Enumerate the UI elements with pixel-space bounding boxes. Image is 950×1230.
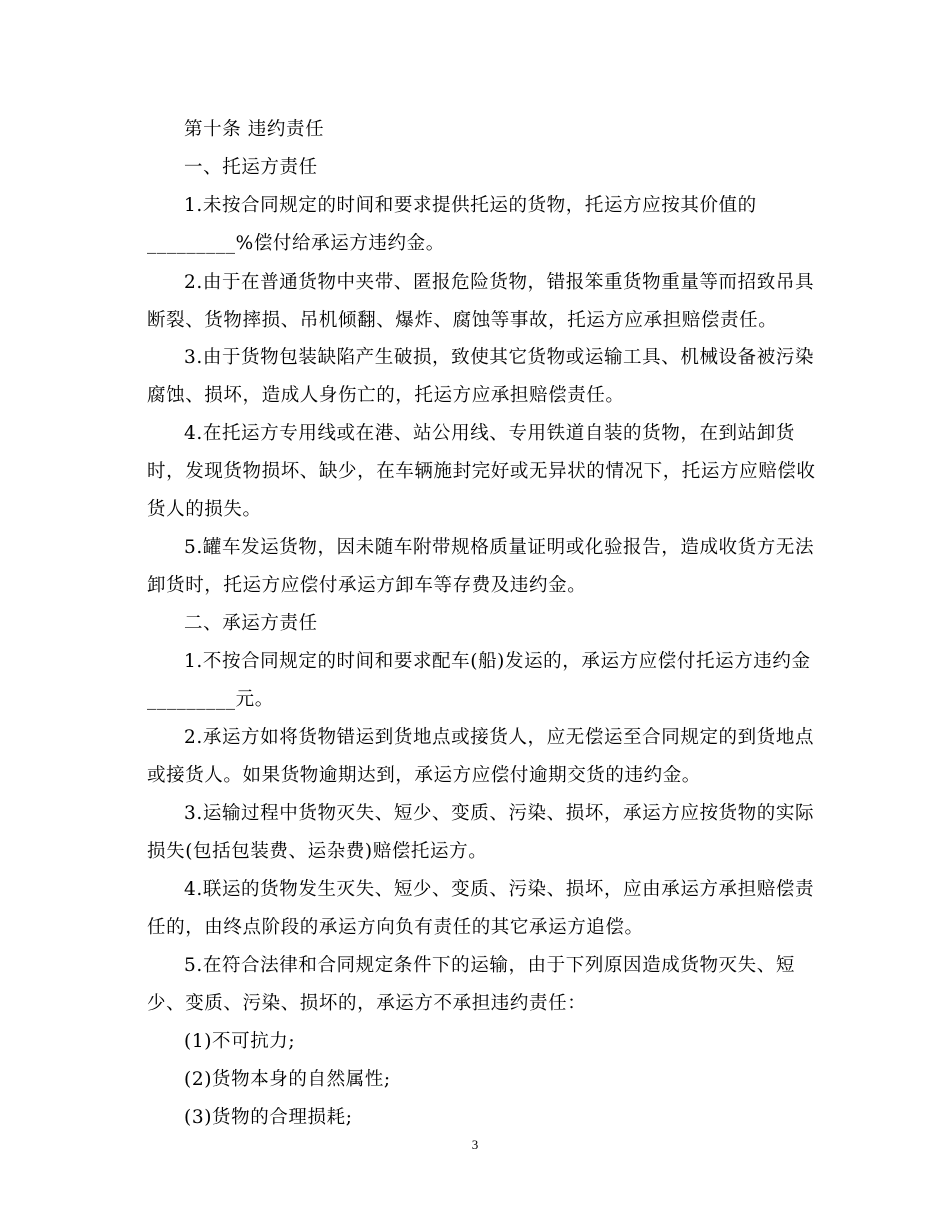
- list-item: (3)货物的合理损耗;: [184, 1107, 353, 1128]
- paragraph-line: 或接货人。如果货物逾期达到，承运方应偿付逾期交货的违约金。: [147, 765, 701, 786]
- section-heading-carrier: 二、承运方责任: [184, 613, 318, 634]
- paragraph-line: 货人的损失。: [147, 499, 262, 520]
- list-item: (2)货物本身的自然属性;: [184, 1069, 391, 1090]
- section-heading-shipper: 一、托运方责任: [184, 157, 318, 178]
- paragraph-line: 3.运输过程中货物灭失、短少、变质、污染、损坏，承运方应按货物的实际: [184, 803, 815, 824]
- list-item: (1)不可抗力;: [184, 1031, 296, 1052]
- paragraph-line: 任的，由终点阶段的承运方向负有责任的其它承运方追偿。: [147, 917, 644, 938]
- paragraph-line: 1.未按合同规定的时间和要求提供托运的货物，托运方应按其价值的: [184, 195, 757, 216]
- paragraph-line: 2.由于在普通货物中夹带、匿报危险货物，错报笨重货物重量等而招致吊具: [184, 272, 815, 293]
- paragraph-line: 腐蚀、损坏，造成人身伤亡的，托运方应承担赔偿责任。: [147, 385, 625, 406]
- paragraph-line: 5.在符合法律和合同规定条件下的运输，由于下列原因造成货物灭失、短: [184, 955, 795, 976]
- page-number: 3: [471, 1137, 479, 1152]
- paragraph-line: 4.联运的货物发生灭失、短少、变质、污染、损坏，应由承运方承担赔偿责: [184, 879, 815, 900]
- paragraph-line: 损失(包括包装费、运杂费)赔偿托运方。: [147, 841, 488, 862]
- paragraph-line: 1.不按合同规定的时间和要求配车(船)发运的，承运方应偿付托运方违约金: [184, 651, 811, 672]
- paragraph-line: 断裂、货物摔损、吊机倾翻、爆炸、腐蚀等事故，托运方应承担赔偿责任。: [147, 310, 778, 331]
- paragraph-line: 卸货时，托运方应偿付承运方卸车等存费及违约金。: [147, 575, 587, 596]
- paragraph-line: 3.由于货物包装缺陷产生破损，致使其它货物或运输工具、机械设备被污染: [184, 347, 815, 368]
- paragraph-line: 5.罐车发运货物，因未随车附带规格质量证明或化验报告，造成收货方无法: [184, 537, 815, 558]
- paragraph-line: _________%偿付给承运方违约金。: [147, 233, 445, 254]
- article-title: 第十条 违约责任: [184, 119, 325, 140]
- paragraph-line: 4.在托运方专用线或在港、站公用线、专用铁道自装的货物，在到站卸货: [184, 423, 795, 444]
- paragraph-line: _________元。: [147, 689, 274, 710]
- paragraph-line: 时，发现货物损坏、缺少，在车辆施封完好或无异状的情况下，托运方应赔偿收: [147, 461, 816, 482]
- paragraph-line: 2.承运方如将货物错运到货地点或接货人，应无偿运至合同规定的到货地点: [184, 727, 815, 748]
- paragraph-line: 少、变质、污染、损坏的，承运方不承担违约责任：: [147, 993, 587, 1014]
